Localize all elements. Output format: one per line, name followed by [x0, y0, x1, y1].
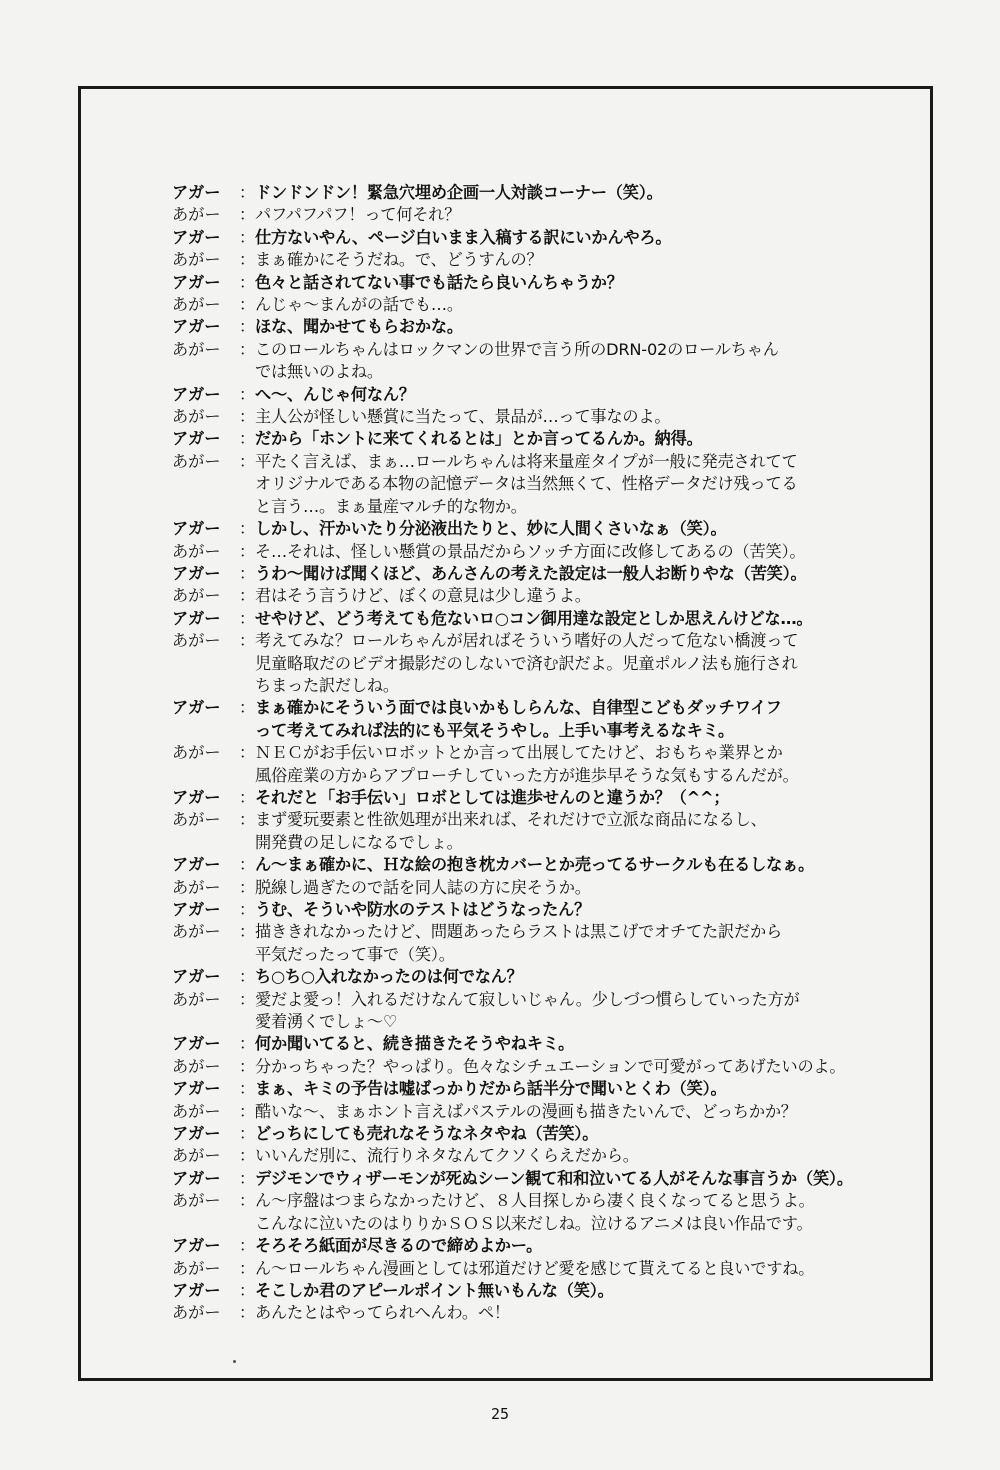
speaker-colon: ： — [239, 1236, 256, 1256]
speaker-colon: ： — [239, 227, 256, 247]
dialogue-line: 色々と話されてない事でも話たら良いんちゃうか？ — [255, 272, 623, 292]
speaker-name: あがー — [172, 989, 221, 1009]
dialogue-line: 考えてみな？ロールちゃんが居ればそういう嗜好の人だって危ない橋渡って — [255, 631, 799, 651]
dialogue-text — [255, 697, 912, 742]
speaker-colon: ： — [239, 295, 256, 315]
dialogue-text — [255, 563, 912, 585]
dialogue-row — [172, 272, 912, 294]
dialogue-row — [172, 1258, 912, 1280]
dialogue-row — [172, 630, 912, 697]
dialogue-line: そろそろ紙面が尽きるので締めよかー。 — [255, 1236, 543, 1256]
speaker-name: アガー — [172, 519, 221, 539]
dialogue-line: そこしか君のアピールポイント無いもんな（笑）。 — [255, 1280, 614, 1300]
dialogue-line: パフパフパフ！って何それ？ — [255, 205, 461, 225]
speaker-name: アガー — [172, 183, 221, 202]
dialogue-row — [172, 854, 912, 876]
speaker-colon: ： — [239, 1258, 256, 1278]
dialogue-line: と言う…。まぁ量産マルチ的な物か。 — [255, 496, 527, 516]
speaker-colon: ： — [239, 339, 256, 359]
dialogue-row — [172, 316, 912, 338]
speaker-name: あがー — [172, 631, 221, 651]
speaker-colon: ： — [239, 967, 256, 987]
dialogue-text — [255, 518, 912, 540]
dialogue-line: ん～序盤はつまらなかったけど、８人目探しから凄く良くなってると思うよ。 — [255, 1191, 815, 1211]
dialogue-line: 脱線し過ぎたので話を同人誌の方に戻そうか。 — [255, 877, 591, 897]
speaker-colon: ： — [239, 1146, 256, 1166]
dialogue-line: しかし、汗かいたり分泌液出たりと、妙に人間くさいなぁ（笑）。 — [255, 519, 727, 539]
dialogue-line: では無いのよね。 — [255, 362, 383, 382]
dialogue-text — [255, 989, 912, 1034]
speaker-name: アガー — [172, 1236, 221, 1256]
dialogue-text — [255, 1258, 912, 1280]
dialogue-line: 分かっちゃった？やっぱり。色々なシチュエーションで可愛がってあげたいのよ。 — [255, 1056, 846, 1076]
speaker-colon: ： — [239, 1124, 256, 1144]
speaker-name: あがー — [172, 1101, 221, 1121]
speaker-name: あがー — [172, 1191, 221, 1211]
speaker-colon: ： — [239, 205, 256, 225]
dialogue-row — [172, 1280, 912, 1302]
speaker-colon: ： — [239, 631, 256, 651]
dialogue-row — [172, 294, 912, 316]
dialogue-line: まぁ、キミの予告は嘘ばっかりだから話半分で聞いとくわ（笑）。 — [255, 1079, 727, 1099]
dialogue-line: ほな、聞かせてもらおかな。 — [255, 317, 463, 337]
speaker-colon: ： — [239, 787, 256, 807]
dialogue-text — [255, 541, 912, 563]
dialogue-text — [255, 787, 912, 809]
dialogue-text — [255, 1078, 912, 1100]
dialogue-line: 君はそう言うけど、ぼくの意見は少し違うよ。 — [255, 586, 591, 606]
speaker-colon: ： — [239, 586, 256, 606]
speaker-name: アガー — [172, 563, 221, 583]
dialogue-line: ん～まぁ確かに、Ｈな絵の抱き枕カバーとか売ってるサークルも在るしなぁ。 — [255, 855, 815, 875]
speaker-name: アガー — [172, 1034, 221, 1054]
dialogue-row — [172, 809, 912, 854]
dialogue-line: ん～ロールちゃん漫画としては邪道だけど愛を感じて貰えてると良いですね。 — [255, 1258, 815, 1278]
speaker-name: アガー — [172, 608, 221, 628]
dialogue-row — [172, 787, 912, 809]
dialogue-text — [255, 1235, 912, 1257]
dialogue-text — [255, 227, 912, 249]
dialogue-text — [255, 294, 912, 316]
dialogue-line: まず愛玩要素と性欲処理が出来れば、それだけで立派な商品になるし、 — [255, 810, 767, 830]
speaker-name: あがー — [172, 295, 221, 315]
dialogue-line: 仕方ないやん、ページ白いまま入稿する訳にいかんやろ。 — [255, 227, 672, 247]
speaker-name: あがー — [172, 451, 221, 471]
dialogue-text — [255, 316, 912, 338]
dialogue-line: うむ、そういや防水のテストはどうなったん？ — [255, 900, 591, 919]
dialogue-line: まぁ確かにそういう面では良いかもしらんな、自律型こどもダッチワイフ — [255, 698, 782, 718]
speaker-name: あがー — [172, 922, 221, 942]
speaker-colon: ： — [239, 743, 256, 763]
speaker-name: アガー — [172, 967, 221, 987]
speaker-colon: ： — [239, 407, 256, 427]
dialogue-row — [172, 921, 912, 966]
dialogue-row — [172, 1168, 912, 1190]
dialogue-line: 何か聞いてると、続き描きたそうやねキミ。 — [255, 1034, 575, 1054]
speaker-colon: ： — [239, 541, 256, 561]
dialogue-text — [255, 406, 912, 428]
speaker-name: あがー — [172, 586, 221, 606]
dialogue-row — [172, 1190, 912, 1235]
dialogue-line: 愛着湧くでしょ～♡ — [255, 1012, 398, 1032]
dialogue-text — [255, 1123, 912, 1145]
dialogue-line: いいんだ別に、流行りネタなんてクソくらえだから。 — [255, 1146, 639, 1166]
dialogue-row — [172, 742, 912, 787]
dialogue-line: ドンドンドン！緊急穴埋め企画一人対談コーナー（笑）。 — [255, 183, 663, 202]
dialogue-line: そ…それは、怪しい懸賞の景品だからソッチ方面に改修してあるの（苦笑）。 — [255, 541, 806, 561]
dialogue-text — [255, 630, 912, 697]
speaker-colon: ： — [239, 317, 256, 337]
dialogue-line: ち○ち○入れなかったのは何でなん？ — [255, 967, 523, 987]
speaker-colon: ： — [239, 877, 256, 897]
speaker-colon: ： — [239, 563, 256, 583]
speaker-name: あがー — [172, 1056, 221, 1076]
dialogue-line: ちまった訳だしね。 — [255, 675, 399, 695]
speaker-colon: ： — [239, 272, 256, 292]
speaker-name: アガー — [172, 1280, 221, 1300]
speaker-colon: ： — [239, 1101, 256, 1121]
dialogue-row — [172, 608, 912, 630]
dialogue-line: 風俗産業の方からアプローチしていった方が進歩早そうな気もするんだが。 — [255, 765, 799, 785]
speaker-name: あがー — [172, 407, 221, 427]
speaker-name: アガー — [172, 787, 221, 807]
speaker-colon: ： — [239, 1168, 256, 1188]
dialogue-row — [172, 1302, 912, 1324]
dialogue-line: んじゃ～まんがの話でも…。 — [255, 295, 463, 315]
dialogue-text — [255, 1145, 912, 1167]
dialogue-row — [172, 989, 912, 1034]
dialogue-line: って考えてみれば法的にも平気そうやし。上手い事考えるなキミ。 — [255, 720, 734, 740]
speaker-name: あがー — [172, 1303, 221, 1323]
dialogue-text — [255, 742, 912, 787]
speaker-name: アガー — [172, 272, 221, 292]
dialogue-line: 平気だったって事で（笑）。 — [255, 944, 455, 964]
dialogue-text — [255, 921, 912, 966]
speaker-colon: ： — [239, 1280, 256, 1300]
dialogue-line: どっちにしても売れなそうなネタやね（苦笑）。 — [255, 1124, 599, 1144]
speaker-colon: ： — [239, 900, 256, 919]
dialogue-text — [255, 1280, 912, 1302]
speaker-name: アガー — [172, 855, 221, 875]
page-number: 25 — [490, 1405, 510, 1423]
dialogue-row — [172, 966, 912, 988]
speaker-colon: ： — [239, 855, 256, 875]
speaker-colon: ： — [239, 519, 256, 539]
dialogue-row — [172, 563, 912, 585]
speaker-colon: ： — [239, 698, 256, 718]
speaker-name: アガー — [172, 227, 221, 247]
dialogue-text — [255, 1056, 912, 1078]
dialogue-line: へ～、んじゃ何なん？ — [255, 384, 415, 404]
speaker-colon: ： — [239, 1303, 256, 1323]
speaker-name: アガー — [172, 698, 221, 718]
dialogue-row — [172, 1056, 912, 1078]
dialogue-row — [172, 518, 912, 540]
speaker-name: あがー — [172, 1146, 221, 1166]
dialogue-row — [172, 182, 912, 204]
dialogue-line: 酷いな～、まぁホント言えばパステルの漫画も描きたいんで、どっちかか？ — [255, 1101, 797, 1121]
dialogue-line: このロールちゃんはロックマンの世界で言う所のDRN-02のロールちゃん — [255, 339, 779, 359]
stray-dot — [233, 1360, 236, 1363]
dialogue-text — [255, 1168, 912, 1190]
dialogue-line: 愛だよ愛っ！入れるだけなんて寂しいじゃん。少しづつ慣らしていった方が — [255, 989, 800, 1009]
speaker-colon: ： — [239, 1056, 256, 1076]
speaker-name: あがー — [172, 541, 221, 561]
dialogue-text — [255, 966, 912, 988]
speaker-name: あがー — [172, 743, 221, 763]
dialogue-row — [172, 406, 912, 428]
speaker-name: あがー — [172, 877, 221, 897]
dialogue-row — [172, 249, 912, 271]
dialogue-line: 描ききれなかったけど、問題あったらラストは黒こげでオチてた訳だから — [255, 922, 782, 942]
dialogue-line: こんなに泣いたのはりりかＳＯＳ以来だしね。泣けるアニメは良い作品です。 — [255, 1213, 813, 1233]
dialogue-text — [255, 854, 912, 876]
speaker-name: あがー — [172, 205, 221, 225]
dialogue-row — [172, 204, 912, 226]
dialogue-line: あんたとはやってられへんわ。ペ！ — [255, 1303, 510, 1323]
speaker-colon: ： — [239, 1034, 256, 1054]
dialogue-text — [255, 339, 912, 384]
dialogue-text — [255, 1190, 912, 1235]
speaker-colon: ： — [239, 451, 256, 471]
speaker-colon: ： — [239, 922, 256, 942]
dialogue-text — [255, 182, 912, 204]
dialogue-row — [172, 1123, 912, 1145]
speaker-name: アガー — [172, 1124, 221, 1144]
dialogue-row — [172, 877, 912, 899]
dialogue-line: 児童略取だのビデオ撮影だのしないで済む訳だよ。児童ポルノ法も施行され — [255, 653, 798, 673]
dialogue-row — [172, 1101, 912, 1123]
dialogue-text — [255, 428, 912, 450]
dialogue-text — [255, 272, 912, 294]
speaker-name: アガー — [172, 1168, 221, 1188]
dialogue-row — [172, 899, 912, 921]
dialogue-row — [172, 227, 912, 249]
speaker-name: アガー — [172, 900, 221, 919]
dialogue-line: デジモンでウィザーモンが死ぬシーン観て和和泣いてる人がそんな事言うか（笑）。 — [255, 1168, 853, 1188]
dialogue-text — [255, 877, 912, 899]
dialogue-row — [172, 451, 912, 518]
speaker-colon: ： — [239, 429, 256, 449]
speaker-colon: ： — [239, 1079, 256, 1099]
speaker-name: アガー — [172, 384, 221, 404]
speaker-colon: ： — [239, 1191, 256, 1211]
dialogue-text — [255, 249, 912, 271]
dialogue-line: オリジナルである本物の記憶データは当然無くて、性格データだけ残ってる — [255, 474, 798, 494]
dialogue-row — [172, 384, 912, 406]
dialogue-row — [172, 697, 912, 742]
speaker-colon: ： — [239, 608, 256, 628]
dialogue-row — [172, 541, 912, 563]
dialogue-line: せやけど、どう考えても危ないロ○コン御用達な設定としか思えんけどな…。 — [255, 608, 813, 628]
dialogue-line: それだと「お手伝い」ロボとしては進歩せんのと違うか？（^^； — [255, 787, 730, 807]
dialogue-text — [255, 204, 912, 226]
speaker-name: あがー — [172, 339, 221, 359]
dialogue-text — [255, 384, 912, 406]
dialogue-text — [255, 1101, 912, 1123]
dialogue-text — [255, 585, 912, 607]
dialogue-row — [172, 339, 912, 384]
dialogue-text — [255, 608, 912, 630]
dialogue-row — [172, 585, 912, 607]
dialogue-text — [255, 1302, 912, 1324]
dialogue-line: 平たく言えば、まぁ…ロールちゃんは将来量産タイプが一般に発売されてて — [255, 451, 798, 471]
dialogue-row — [172, 1078, 912, 1100]
dialogue-line: 開発費の足しになるでしょ。 — [255, 832, 463, 852]
speaker-colon: ： — [239, 183, 256, 202]
dialogue-line: 主人公が怪しい懸賞に当たって、景品が…って事なのよ。 — [255, 407, 671, 427]
speaker-name: アガー — [172, 1079, 221, 1099]
dialogue-line: ＮＥＣがお手伝いロボットとか言って出展してたけど、おもちゃ業界とか — [255, 743, 783, 763]
dialogue-text — [255, 899, 912, 921]
speaker-colon: ： — [239, 384, 256, 404]
speaker-name: アガー — [172, 317, 221, 337]
dialogue-row — [172, 1033, 912, 1055]
speaker-colon: ： — [239, 810, 256, 830]
dialogue-line: だから「ホントに来てくれるとは」とか言ってるんか。納得。 — [255, 429, 703, 449]
speaker-name: あがー — [172, 1258, 221, 1278]
dialogue-row — [172, 428, 912, 450]
dialogue-line: うわ～聞けば聞くほど、あんさんの考えた設定は一般人お断りやな（苦笑）。 — [255, 563, 807, 583]
dialogue-text — [255, 809, 912, 854]
speaker-name: あがー — [172, 810, 221, 830]
dialogue-text — [255, 1033, 912, 1055]
dialogue-row — [172, 1145, 912, 1167]
speaker-colon: ： — [239, 250, 256, 270]
dialogue-text — [255, 451, 912, 518]
speaker-name: アガー — [172, 429, 221, 449]
dialogue-list — [172, 182, 912, 1325]
dialogue-row — [172, 1235, 912, 1257]
speaker-name: あがー — [172, 250, 221, 270]
dialogue-line: まぁ確かにそうだね。で、どうすんの？ — [255, 250, 543, 270]
speaker-colon: ： — [239, 989, 256, 1009]
